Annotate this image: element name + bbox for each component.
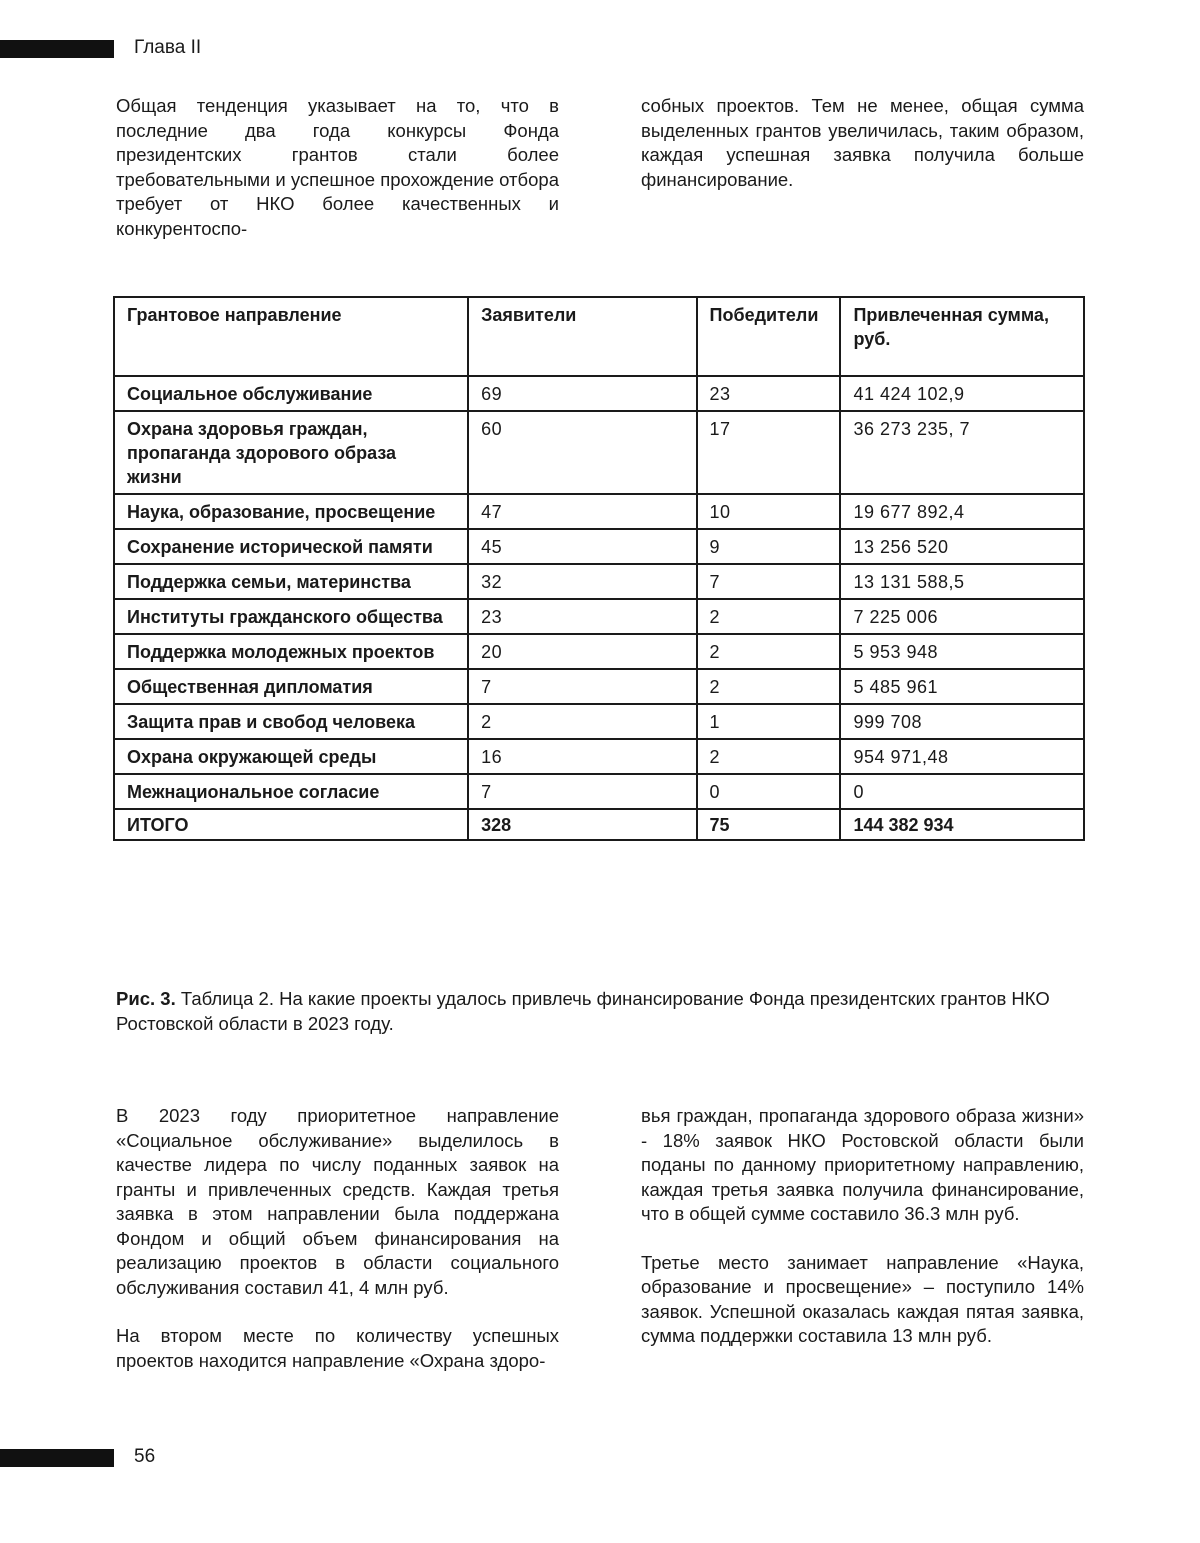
cell-amount: 36 273 235, 7 — [840, 411, 1084, 494]
body-right-column — [641, 1104, 1084, 1373]
header-amount: Привлеченная сумма, руб. — [840, 297, 1084, 376]
figure-caption — [116, 986, 1076, 1036]
intro-left-paragraph: Общая тенденция указывает на то, что в последние два года конкурсы Фонда президентских грантов стали более требовательными и успешное прохождение отбора требует от НКО более качественных и конкурентоспо- — [116, 95, 559, 239]
table-row — [114, 529, 1084, 564]
cell-applicants: 60 — [468, 411, 696, 494]
cell-applicants: 23 — [468, 599, 696, 634]
total-cell-winners: 75 — [697, 809, 841, 840]
cell-winners: 0 — [697, 774, 841, 809]
cell-winners: 7 — [697, 564, 841, 599]
header-bar — [0, 40, 114, 58]
cell-direction: Сохранение исторической памяти — [114, 529, 468, 564]
table-row — [114, 411, 1084, 494]
cell-applicants: 69 — [468, 376, 696, 411]
cell-winners: 9 — [697, 529, 841, 564]
cell-applicants: 2 — [468, 704, 696, 739]
cell-winners: 2 — [697, 634, 841, 669]
table-body — [114, 376, 1084, 840]
cell-direction: Межнациональное согласие — [114, 774, 468, 809]
cell-direction: Поддержка молодежных проектов — [114, 634, 468, 669]
page-number: 56 — [134, 1446, 156, 1467]
cell-winners: 2 — [697, 599, 841, 634]
body-left-paragraph-2: На втором месте по количеству успешных проектов находится направление «Охрана здоро- — [116, 1325, 559, 1371]
table-row — [114, 564, 1084, 599]
cell-direction: Охрана здоровья граждан, пропаганда здорового образа жизни — [114, 411, 468, 494]
cell-direction: Социальное обслуживание — [114, 376, 468, 411]
total-cell-direction: ИТОГО — [114, 809, 468, 840]
intro-right-column — [641, 94, 1084, 216]
cell-applicants: 45 — [468, 529, 696, 564]
cell-winners: 10 — [697, 494, 841, 529]
cell-applicants: 16 — [468, 739, 696, 774]
footer-bar — [0, 1449, 114, 1467]
cell-applicants: 7 — [468, 669, 696, 704]
cell-winners: 23 — [697, 376, 841, 411]
cell-amount: 13 256 520 — [840, 529, 1084, 564]
body-left-column — [116, 1104, 559, 1397]
cell-amount: 999 708 — [840, 704, 1084, 739]
chapter-label: Глава II — [134, 37, 202, 58]
cell-amount: 0 — [840, 774, 1084, 809]
table-row — [114, 634, 1084, 669]
caption-text: Таблица 2. На какие проекты удалось привлечь финансирование Фонда президентских грантов НКО Ростовской области в 2023 году. — [116, 988, 1050, 1034]
cell-amount: 19 677 892,4 — [840, 494, 1084, 529]
header-winners: Победители — [697, 297, 841, 376]
cell-amount: 7 225 006 — [840, 599, 1084, 634]
table-header-row — [114, 297, 1084, 376]
cell-direction: Наука, образование, просвещение — [114, 494, 468, 529]
cell-direction: Институты гражданского общества — [114, 599, 468, 634]
cell-applicants: 47 — [468, 494, 696, 529]
table-total-row — [114, 809, 1084, 840]
total-cell-amount: 144 382 934 — [840, 809, 1084, 840]
cell-winners: 2 — [697, 739, 841, 774]
intro-left-column — [116, 94, 559, 265]
caption-label: Рис. 3. — [116, 988, 176, 1009]
cell-amount: 5 953 948 — [840, 634, 1084, 669]
cell-winners: 2 — [697, 669, 841, 704]
cell-amount: 13 131 588,5 — [840, 564, 1084, 599]
cell-direction: Общественная дипломатия — [114, 669, 468, 704]
header-applicants: Заявители — [468, 297, 696, 376]
body-left-paragraph-1: В 2023 году приоритетное направление «Социальное обслуживание» выделилось в качестве лидера по числу поданных заявок на гранты и привлеченных средств. Каждая третья заявка в этом направлении была поддержана Фондом и общий объем финансирования на реализацию проектов в области социального обслуживания составил 41, 4 млн руб. — [116, 1105, 559, 1298]
cell-applicants: 7 — [468, 774, 696, 809]
cell-applicants: 32 — [468, 564, 696, 599]
cell-direction: Защита прав и свобод человека — [114, 704, 468, 739]
table-row — [114, 599, 1084, 634]
body-right-paragraph-1: вья граждан, пропаганда здорового образа жизни» - 18% заявок НКО Ростовской области были поданы по данному приоритетному направлению, каждая третья заявка получила финансирование, что в общей сумме составило 36.3 млн руб. — [641, 1105, 1084, 1224]
cell-winners: 1 — [697, 704, 841, 739]
cell-applicants: 20 — [468, 634, 696, 669]
header-direction: Грантовое направление — [114, 297, 468, 376]
cell-winners: 17 — [697, 411, 841, 494]
cell-direction: Поддержка семьи, материнства — [114, 564, 468, 599]
cell-amount: 41 424 102,9 — [840, 376, 1084, 411]
cell-amount: 5 485 961 — [840, 669, 1084, 704]
table-row — [114, 774, 1084, 809]
cell-direction: Охрана окружающей среды — [114, 739, 468, 774]
table-row — [114, 704, 1084, 739]
grants-table — [113, 296, 1085, 841]
body-right-paragraph-2: Третье место занимает направление «Наука, образование и просвещение» – поступило 14% заявок. Успешной оказалась каждая пятая заявка, сумма поддержки составила 13 млн руб. — [641, 1251, 1084, 1346]
table-row — [114, 376, 1084, 411]
intro-right-paragraph: собных проектов. Тем не менее, общая сумма выделенных грантов увеличилась, таким образом, каждая успешная заявка получила больше финансирование. — [641, 95, 1084, 190]
cell-amount: 954 971,48 — [840, 739, 1084, 774]
table-row — [114, 739, 1084, 774]
table-row — [114, 669, 1084, 704]
table-row — [114, 494, 1084, 529]
total-cell-applicants: 328 — [468, 809, 696, 840]
